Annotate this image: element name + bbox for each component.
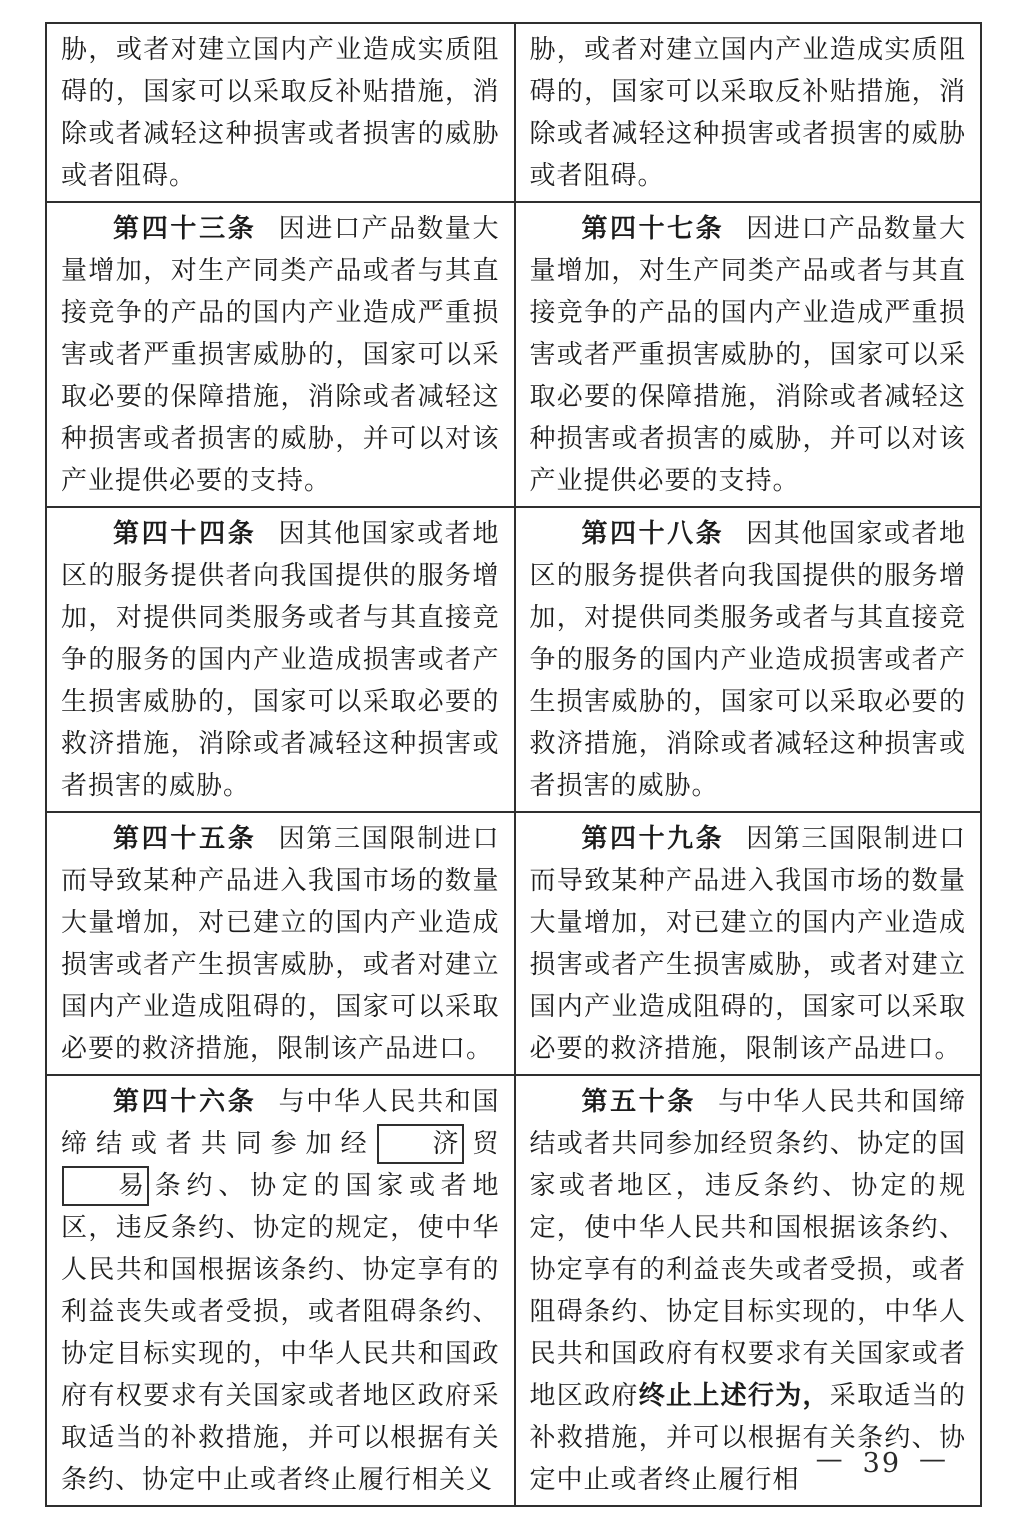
deleted-char-box: 易 <box>62 1166 149 1206</box>
article-heading: 第四十九条 <box>581 824 725 854</box>
table-row <box>47 203 980 508</box>
article-body: 因第三国限制进口而导致某种产品进入我国市场的数量大量增加，对已建立的国内产业造成损害或者产生损害威胁，或者对建立国内产业造成阻碍的，国家可以采取必要的救济措施，限制该产品进口。 <box>61 824 500 1064</box>
cell-article-48 <box>514 508 981 811</box>
article-heading: 第四十四条 <box>113 519 257 549</box>
article-heading: 第四十七条 <box>581 214 725 244</box>
article-body-segment: 条约、协定的国家或者地区，违反条约、协定的规定，使中华人民共和国根据该条约、协定享有的利益丧失或者受损，或者阻碍条约、协定目标实现的，中华人民共和国政府有权要求有关国家或者地区政府采取适当的补救措施，并可以根据有关条约、协定中止或者终止履行相关义 <box>61 1171 500 1495</box>
cell-article-46 <box>47 1076 514 1505</box>
article-heading: 第四十八条 <box>581 519 725 549</box>
article-body: 因进口产品数量大量增加，对生产同类产品或者与其直接竞争的产品的国内产业造成严重损害或者严重损害威胁的，国家可以采取必要的保障措施，消除或者减轻这种损害或者损害的威胁，并可以对该产业提供必要的支持。 <box>529 214 966 496</box>
article-body-segment: 采取适当的补救措施，并可以根据有关条约、协定中止或者终止履行相 <box>529 1381 966 1495</box>
cell-new-law-continuation <box>514 24 981 201</box>
table-row <box>47 508 980 813</box>
page-number-dash-right: — <box>919 1444 948 1475</box>
cell-old-law-continuation <box>47 24 514 201</box>
article-heading: 第五十条 <box>581 1087 696 1117</box>
article-heading: 第四十三条 <box>113 214 257 244</box>
article-body: 因其他国家或者地区的服务提供者向我国提供的服务增加，对提供同类服务或者与其直接竞争的服务的国内产业造成损害或者产生损害威胁的，国家可以采取必要的救济措施，消除或者减轻这种损害或者损害的威胁。 <box>61 519 500 801</box>
cell-article-47 <box>514 203 981 506</box>
cell-article-49 <box>514 813 981 1074</box>
article-body-segment: 与中华人民共和国缔结或者共同参加经贸条约、协定的国家或者地区，违反条约、协定的规定，使中华人民共和国根据该条约、协定享有的利益丧失或者受损，或者阻碍条约、协定目标实现的，中华人民共和国政府有权要求有关国家或者地区政府 <box>529 1087 966 1411</box>
article-body-segment: 贸 <box>464 1129 500 1159</box>
article-body: 因进口产品数量大量增加，对生产同类产品或者与其直接竞争的产品的国内产业造成严重损害或者严重损害威胁的，国家可以采取必要的保障措施，消除或者减轻这种损害或者损害的威胁，并可以对该产业提供必要的支持。 <box>61 214 500 496</box>
article-body: 胁，或者对建立国内产业造成实质阻碍的，国家可以采取反补贴措施，消除或者减轻这种损害或者损害的威胁或者阻碍。 <box>529 35 966 191</box>
article-body: 因第三国限制进口而导致某种产品进入我国市场的数量大量增加，对已建立的国内产业造成损害或者产生损害威胁，或者对建立国内产业造成阻碍的，国家可以采取必要的救济措施，限制该产品进口。 <box>529 824 966 1064</box>
cell-article-44 <box>47 508 514 811</box>
deleted-char-box: 济 <box>377 1124 464 1164</box>
page-number-dash-left: — <box>815 1444 845 1475</box>
table-row <box>47 813 980 1076</box>
page-number-value: 39 <box>862 1448 901 1479</box>
cell-article-50 <box>514 1076 981 1505</box>
inserted-text-bold: 终止上述行为， <box>638 1381 830 1411</box>
article-heading: 第四十五条 <box>113 824 257 854</box>
table-row <box>47 1076 980 1505</box>
cell-article-43 <box>47 203 514 506</box>
article-heading: 第四十六条 <box>113 1087 257 1117</box>
cell-article-45 <box>47 813 514 1074</box>
page-number <box>798 1444 966 1479</box>
article-body: 胁，或者对建立国内产业造成实质阻碍的，国家可以采取反补贴措施，消除或者减轻这种损害或者损害的威胁或者阻碍。 <box>61 35 500 191</box>
article-body: 因其他国家或者地区的服务提供者向我国提供的服务增加，对提供同类服务或者与其直接竞争的服务的国内产业造成损害或者产生损害威胁的，国家可以采取必要的救济措施，消除或者减轻这种损害或者损害的威胁。 <box>529 519 966 801</box>
article-body-segment: 与中华人民共和国缔结或者共同参加经 <box>61 1087 500 1159</box>
table-row <box>47 24 980 203</box>
comparison-table <box>45 22 982 1507</box>
